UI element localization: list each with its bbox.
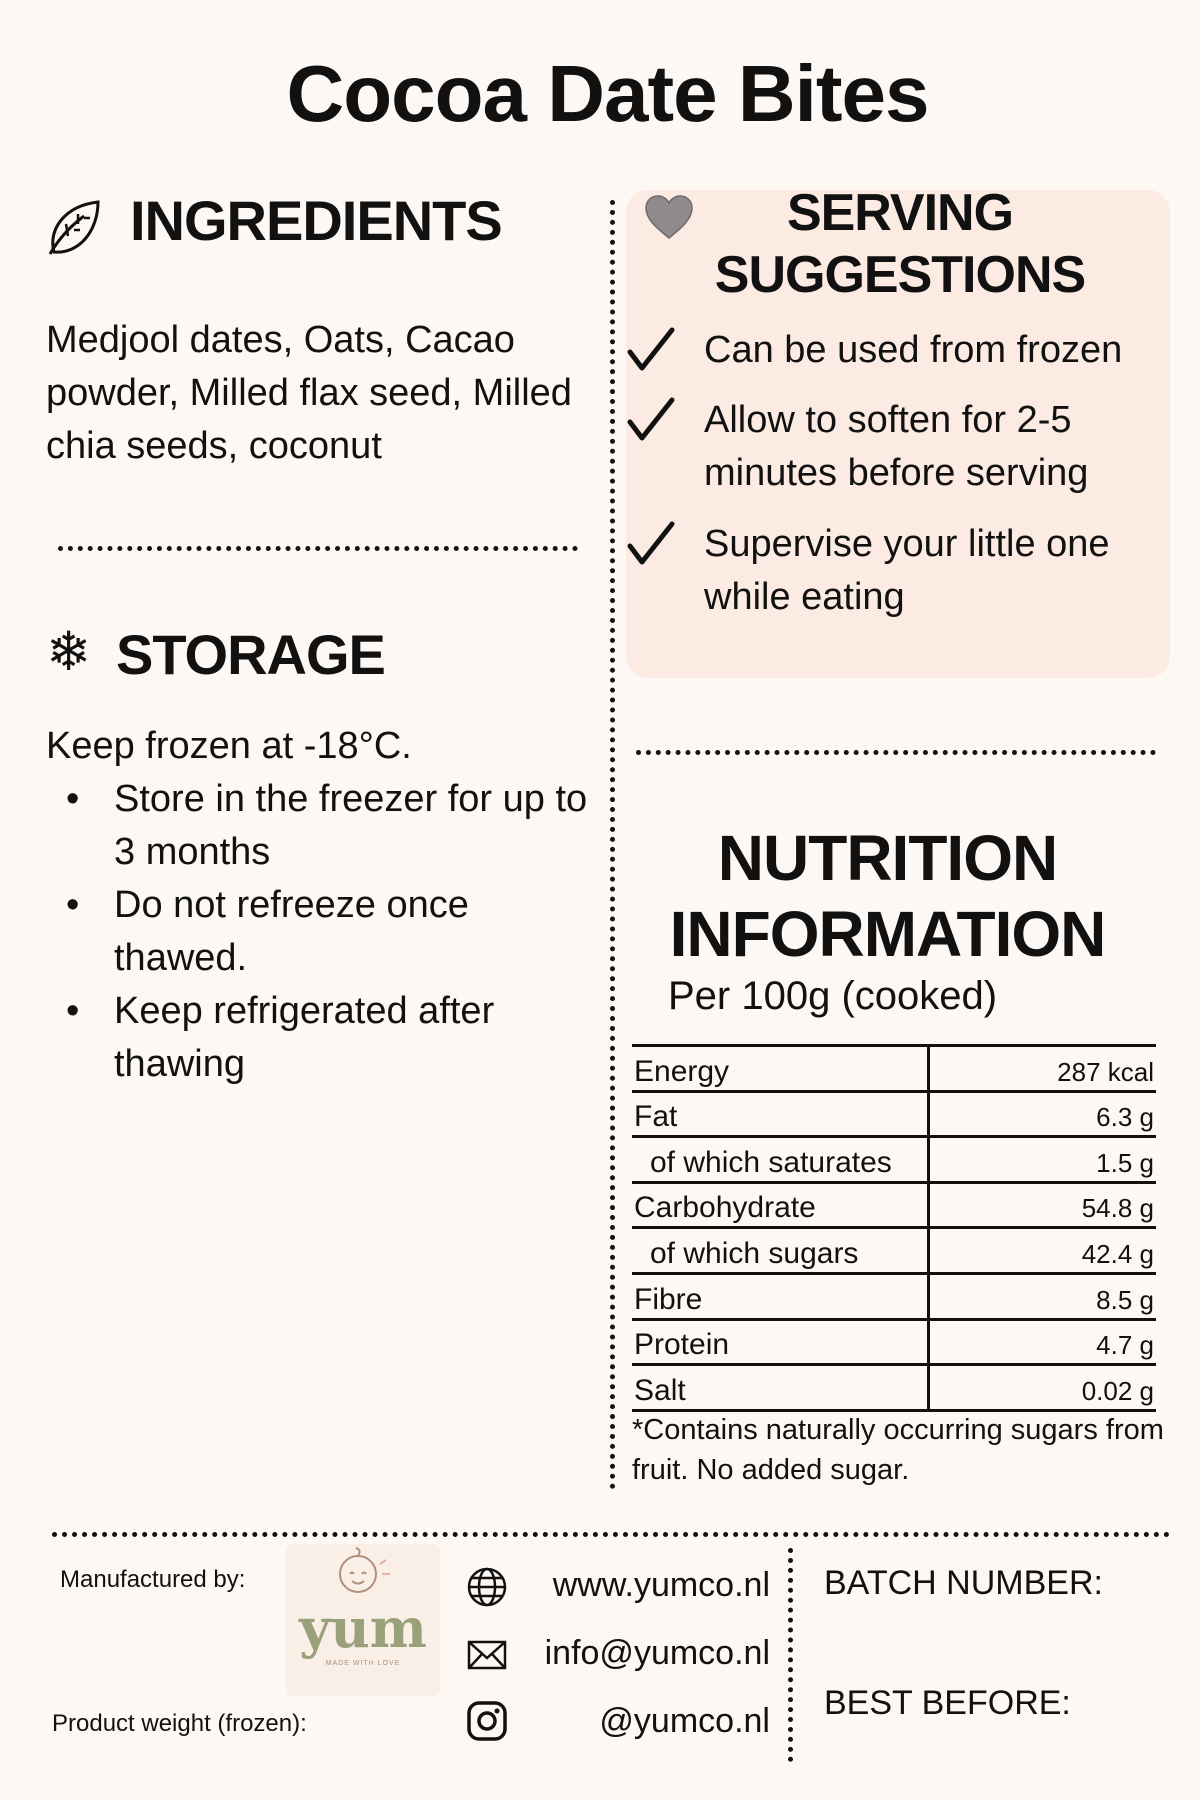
- check-icon: [626, 396, 676, 442]
- baby-face-icon: [286, 1544, 440, 1604]
- column-divider: [610, 200, 615, 1490]
- nutrient-label: of which sugars: [632, 1228, 928, 1274]
- footer-column-divider: [788, 1548, 793, 1762]
- nutrient-label: Energy: [632, 1046, 928, 1092]
- storage-heading: STORAGE: [116, 623, 385, 686]
- batch-number-label: BATCH NUMBER:: [824, 1564, 1103, 1602]
- ingredients-heading: INGREDIENTS: [130, 189, 502, 252]
- nutrient-label: Fat: [632, 1091, 928, 1137]
- check-icon: [626, 326, 676, 372]
- heart-icon: [644, 194, 694, 240]
- table-row: [632, 1182, 1156, 1228]
- nutrition-heading: NUTRITION INFORMATION: [669, 822, 1106, 970]
- table-row: [632, 1365, 1156, 1411]
- serving-heading: SERVING SUGGESTIONS: [714, 184, 1086, 304]
- serving-item: Supervise your little one while eating: [704, 523, 1110, 618]
- storage-item: • Keep refrigerated after thawing: [46, 985, 606, 1091]
- storage-section: [46, 720, 606, 1091]
- nutrient-value: 6.3 g: [928, 1091, 1156, 1137]
- serving-divider: [636, 750, 1156, 755]
- table-row: [632, 1091, 1156, 1137]
- instagram-handle[interactable]: @yumco.nl: [599, 1702, 770, 1740]
- nutrient-value: 54.8 g: [928, 1182, 1156, 1228]
- table-row: [632, 1273, 1156, 1319]
- globe-icon: [466, 1566, 508, 1608]
- mail-icon: [466, 1634, 508, 1676]
- nutrient-label: Protein: [632, 1319, 928, 1365]
- leaf-icon: [44, 196, 104, 260]
- table-row: [632, 1137, 1156, 1183]
- nutrient-value: 8.5 g: [928, 1273, 1156, 1319]
- nutrient-value: 0.02 g: [928, 1365, 1156, 1411]
- storage-list: [46, 773, 606, 1091]
- table-row: [632, 1319, 1156, 1365]
- footer-divider: [52, 1532, 1170, 1537]
- check-icon: [626, 520, 676, 566]
- website-link[interactable]: www.yumco.nl: [552, 1566, 770, 1604]
- nutrition-per: Per 100g (cooked): [668, 974, 998, 1018]
- ingredients-divider: [58, 546, 578, 551]
- nutrition-note: *Contains naturally occurring sugars from fruit. No added sugar.: [632, 1414, 1164, 1486]
- nutrient-label: of which saturates: [632, 1137, 928, 1183]
- product-weight-label: Product weight (frozen):: [52, 1710, 307, 1737]
- nutrient-value: 4.7 g: [928, 1319, 1156, 1365]
- snowflake-icon: ❄: [46, 622, 92, 682]
- nutrient-label: Carbohydrate: [632, 1182, 928, 1228]
- ingredients-text: Medjool dates, Oats, Cacao powder, Milled flax seed, Milled chia seeds, coconut: [46, 319, 572, 467]
- nutrient-label: Salt: [632, 1365, 928, 1411]
- table-row: [632, 1228, 1156, 1274]
- logo-wordmark: yum: [299, 1596, 427, 1660]
- manufactured-by-label: Manufactured by:: [60, 1566, 246, 1593]
- nutrient-value: 1.5 g: [928, 1137, 1156, 1183]
- serving-item: Can be used from frozen: [704, 329, 1123, 371]
- best-before-label: BEST BEFORE:: [824, 1684, 1071, 1722]
- nutrient-value: 42.4 g: [928, 1228, 1156, 1274]
- page-title: Cocoa Date Bites: [286, 49, 929, 138]
- serving-item: Allow to soften for 2-5 minutes before serving: [704, 399, 1089, 494]
- instagram-icon: [466, 1700, 508, 1742]
- storage-item: • Do not refreeze once thawed.: [46, 879, 606, 985]
- storage-item: • Store in the freezer for up to 3 months: [46, 773, 606, 879]
- brand-logo: [286, 1544, 440, 1696]
- nutrient-label: Fibre: [632, 1273, 928, 1319]
- table-row: [632, 1046, 1156, 1092]
- nutrient-value: 287 kcal: [928, 1046, 1156, 1092]
- email-link[interactable]: info@yumco.nl: [544, 1634, 770, 1672]
- logo-tagline: MADE WITH LOVE: [325, 1660, 401, 1667]
- storage-intro: Keep frozen at -18°C.: [46, 725, 412, 767]
- nutrition-table: [632, 1044, 1156, 1412]
